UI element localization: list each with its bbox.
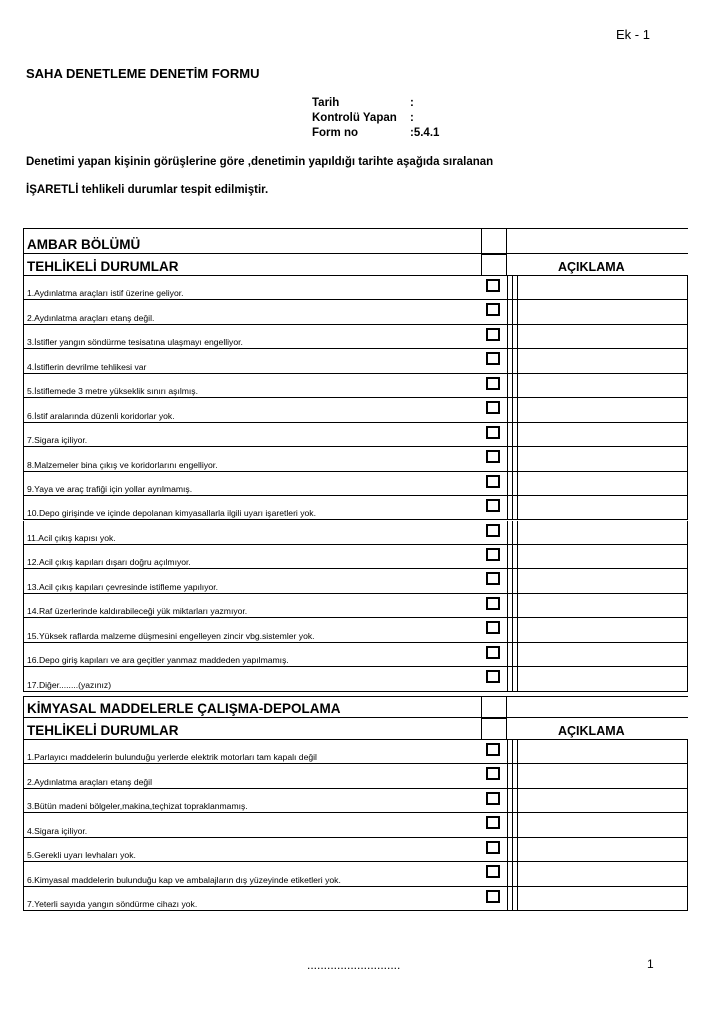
table-row (23, 496, 688, 520)
hazard-text: 6.İstif aralarında düzenli koridorlar yok. (27, 410, 175, 421)
hazard-checkbox[interactable] (486, 450, 500, 463)
date-value: : (410, 97, 414, 109)
hazard-text: 3.Bütün madeni bölgeler,makina,teçhizat topraklanmamış. (27, 801, 248, 812)
hazard-checkbox[interactable] (486, 890, 500, 903)
hazard-checkbox[interactable] (486, 377, 500, 390)
column-divider (507, 789, 513, 813)
table-row (23, 813, 688, 837)
remarks-cell[interactable] (517, 276, 688, 300)
hazard-text: 10.Depo girişinde ve içinde depolanan kimyasallarla ilgili uyarı işaretleri yok. (27, 508, 316, 519)
column-divider (507, 398, 513, 422)
hazard-text: 1.Parlayıcı maddelerin bulunduğu yerlerde elektrik motorları tam kapalı değil (27, 752, 317, 763)
subsection-header (23, 254, 688, 276)
table-row (23, 764, 688, 788)
table-row (23, 398, 688, 422)
table-row (23, 423, 688, 447)
table-row (23, 667, 688, 691)
hazards-heading: TEHLİKELİ DURUMLAR (27, 259, 179, 274)
hazard-text: 7.Sigara içiliyor. (27, 435, 88, 446)
hazard-checkbox[interactable] (486, 572, 500, 585)
column-divider (507, 618, 513, 642)
hazard-checkbox[interactable] (486, 426, 500, 439)
table-row (23, 325, 688, 349)
hazard-checkbox[interactable] (486, 767, 500, 780)
date-label: Tarih (312, 97, 340, 109)
column-divider (507, 349, 513, 373)
table-row (23, 887, 688, 911)
table-row (23, 349, 688, 373)
table-row (23, 447, 688, 471)
hazard-text: 14.Raf üzerlerinde kaldırabileceği yük miktarları yazmıyor. (27, 606, 248, 617)
hazard-checkbox[interactable] (486, 279, 500, 292)
form-title: SAHA DENETLEME DENETİM FORMU (26, 66, 260, 81)
hazard-checkbox[interactable] (486, 352, 500, 365)
remarks-cell[interactable] (517, 423, 688, 447)
hazards-heading: TEHLİKELİ DURUMLAR (27, 723, 179, 738)
hazard-checkbox[interactable] (486, 865, 500, 878)
remarks-cell[interactable] (517, 667, 688, 691)
column-divider (507, 325, 513, 349)
column-divider (507, 276, 513, 300)
table-row (23, 618, 688, 642)
column-divider (507, 862, 513, 886)
hazard-text: 3.İstifler yangın söndürme tesisatına ulaşmayı engelliyor. (27, 337, 243, 348)
hazard-text: 4.İstiflerin devrilme tehlikesi var (27, 361, 147, 372)
table-row (23, 643, 688, 667)
hazard-text: 6.Kimyasal maddelerin bulunduğu kap ve ambalajların dış yüzeyinde etiketleri yok. (27, 874, 341, 885)
remarks-cell[interactable] (517, 740, 688, 764)
table-row (23, 300, 688, 324)
hazard-text: 5.İstiflemede 3 metre yükseklik sınırı aşılmış. (27, 386, 198, 397)
column-divider (507, 569, 513, 593)
hazard-checkbox[interactable] (486, 401, 500, 414)
remarks-cell[interactable] (517, 521, 688, 545)
remarks-cell[interactable] (517, 618, 688, 642)
header-cell (481, 228, 507, 254)
remarks-cell[interactable] (517, 569, 688, 593)
annex-label: Ek - 1 (616, 27, 650, 42)
table-row (23, 838, 688, 862)
section-title: AMBAR BÖLÜMÜ (27, 237, 141, 252)
hazard-checkbox[interactable] (486, 475, 500, 488)
section-title: KİMYASAL MADDELERLE ÇALIŞMA-DEPOLAMA (27, 701, 341, 716)
form-no-label: Form no (312, 127, 358, 139)
hazard-text: 4.Sigara içiliyor. (27, 825, 88, 836)
hazard-text: 2.Aydınlatma araçları etanş değil (27, 776, 152, 787)
hazard-checkbox[interactable] (486, 621, 500, 634)
remarks-cell[interactable] (517, 472, 688, 496)
column-divider (507, 496, 513, 520)
hazard-checkbox[interactable] (486, 841, 500, 854)
table-row (23, 740, 688, 764)
remarks-cell[interactable] (517, 813, 688, 837)
hazard-checkbox[interactable] (486, 524, 500, 537)
remarks-cell[interactable] (517, 300, 688, 324)
hazard-text: 5.Gerekli uyarı levhaları yok. (27, 850, 136, 861)
remarks-cell[interactable] (517, 838, 688, 862)
remarks-cell[interactable] (517, 862, 688, 886)
hazard-text: 7.Yeterli sayıda yangın söndürme cihazı yok. (27, 899, 198, 910)
remarks-cell[interactable] (517, 447, 688, 471)
intro-line-1: Denetimi yapan kişinin görüşlerine göre ,denetimin yapıldığı tarihte aşağıda sıralanan (26, 156, 494, 168)
table-row (23, 569, 688, 593)
column-divider (507, 472, 513, 496)
hazard-text: 8.Malzemeler bina çıkış ve koridorlarını engelliyor. (27, 459, 218, 470)
remarks-cell[interactable] (517, 398, 688, 422)
column-divider (507, 838, 513, 862)
hazard-text: 2.Aydınlatma araçları etanş değil. (27, 312, 155, 323)
table-row (23, 521, 688, 545)
signature-dots: ............................ (307, 958, 401, 972)
remarks-cell[interactable] (517, 643, 688, 667)
remarks-cell[interactable] (517, 594, 688, 618)
table-row (23, 594, 688, 618)
remarks-heading: AÇIKLAMA (558, 260, 625, 274)
inspector-label: Kontrolü Yapan (312, 112, 397, 124)
hazard-checkbox[interactable] (486, 816, 500, 829)
remarks-cell[interactable] (517, 887, 688, 911)
remarks-cell[interactable] (517, 789, 688, 813)
hazard-checkbox[interactable] (486, 792, 500, 805)
column-divider (507, 667, 513, 691)
header-cell (481, 696, 507, 718)
hazard-text: 9.Yaya ve araç trafiği için yollar ayrılmamış. (27, 484, 193, 495)
table-row (23, 374, 688, 398)
hazard-text: 13.Acil çıkış kapıları çevresinde istifleme yapılıyor. (27, 581, 219, 592)
section-header (23, 696, 688, 718)
header-cell (481, 718, 507, 740)
column-divider (507, 300, 513, 324)
hazard-text: 1.Aydınlatma araçları istif üzerine geliyor. (27, 288, 184, 299)
form-no-value: :5.4.1 (410, 127, 440, 139)
hazard-checkbox[interactable] (486, 670, 500, 683)
subsection-header (23, 718, 688, 740)
column-divider (507, 545, 513, 569)
column-divider (507, 447, 513, 471)
column-divider (507, 887, 513, 911)
table-row (23, 545, 688, 569)
section-header (23, 228, 688, 254)
hazard-checkbox[interactable] (486, 548, 500, 561)
hazard-checkbox[interactable] (486, 499, 500, 512)
column-divider (507, 764, 513, 788)
remarks-cell[interactable] (517, 325, 688, 349)
table-row (23, 472, 688, 496)
hazard-checkbox[interactable] (486, 646, 500, 659)
intro-line-2: İŞARETLİ tehlikeli durumlar tespit edilmiştir. (26, 184, 269, 196)
hazard-text: 16.Depo giriş kapıları ve ara geçitler yanmaz maddeden yapılmamış. (27, 655, 289, 666)
remarks-heading: AÇIKLAMA (558, 724, 625, 738)
hazard-text: 12.Acil çıkış kapıları dışarı doğru açılmıyor. (27, 557, 191, 568)
table-row (23, 276, 688, 300)
column-divider (507, 521, 513, 545)
table-row (23, 862, 688, 886)
column-divider (507, 643, 513, 667)
column-divider (507, 594, 513, 618)
column-divider (507, 423, 513, 447)
table-row (23, 789, 688, 813)
remarks-cell[interactable] (517, 545, 688, 569)
hazard-text: 15.Yüksek raflarda malzeme düşmesini engelleyen zincir vbg.sistemler yok. (27, 630, 315, 641)
hazard-checkbox[interactable] (486, 328, 500, 341)
hazard-text: 11.Acil çıkış kapısı yok. (27, 532, 116, 543)
inspector-value: : (410, 112, 414, 124)
hazard-checkbox[interactable] (486, 743, 500, 756)
hazard-checkbox[interactable] (486, 303, 500, 316)
hazard-text: 17.Diğer........(yazınız) (27, 679, 112, 690)
hazard-checkbox[interactable] (486, 597, 500, 610)
remarks-cell[interactable] (517, 496, 688, 520)
header-cell (481, 254, 507, 276)
column-divider (507, 374, 513, 398)
page-number: 1 (647, 957, 654, 971)
remarks-cell[interactable] (517, 764, 688, 788)
remarks-cell[interactable] (517, 349, 688, 373)
remarks-cell[interactable] (517, 374, 688, 398)
column-divider (507, 813, 513, 837)
column-divider (507, 740, 513, 764)
